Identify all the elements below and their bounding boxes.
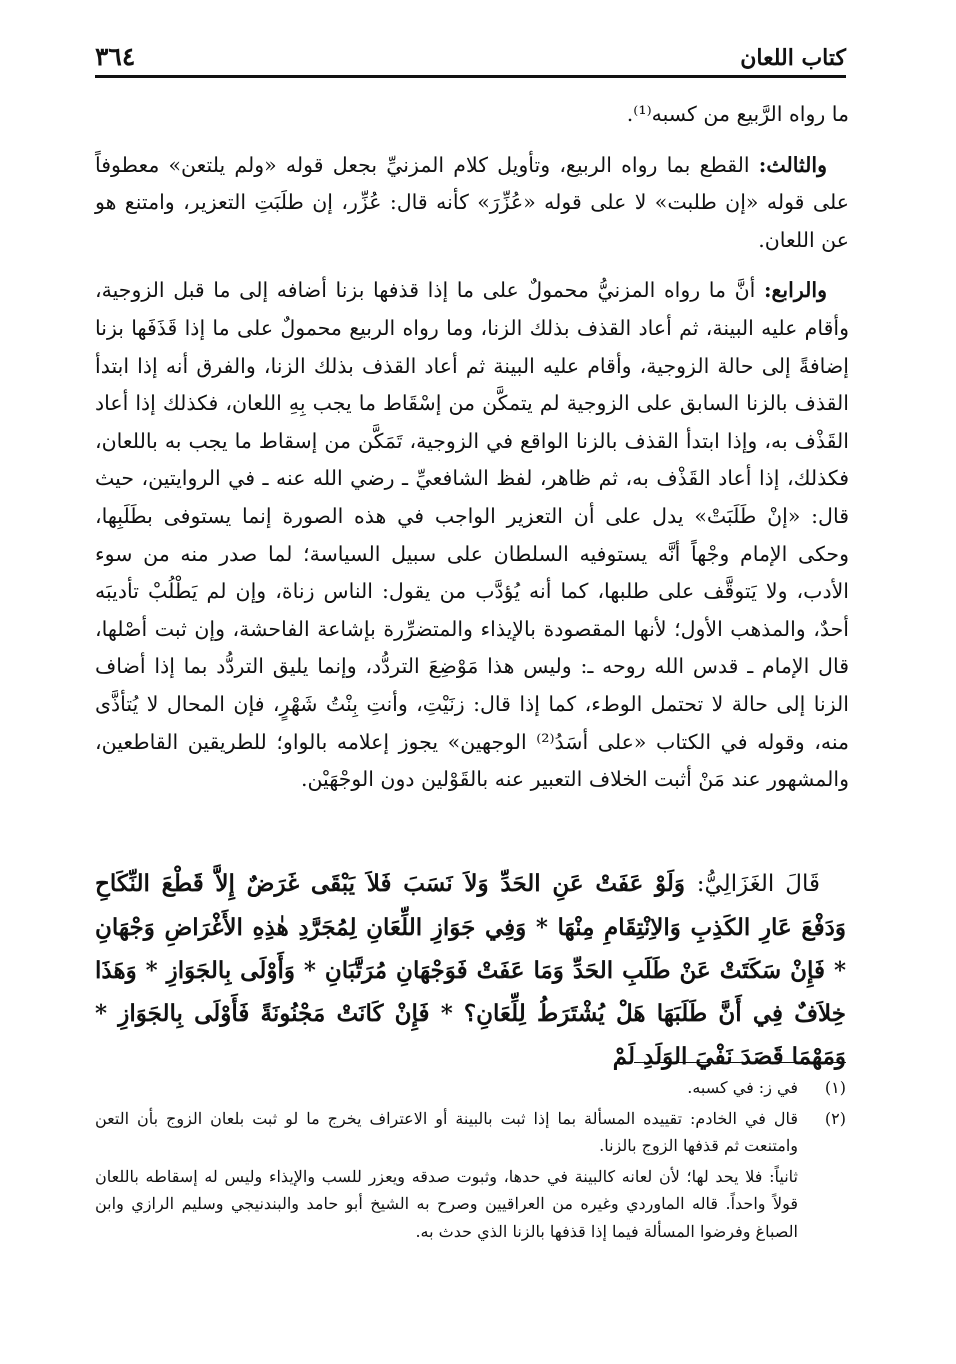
footnote-number: (١) [824, 1078, 846, 1097]
page-number: ٣٦٤ [95, 42, 136, 71]
running-title: كتاب اللعان [740, 45, 846, 71]
footnote-1 [95, 1074, 846, 1102]
footnote-text: في ز: في كسبه. [687, 1078, 798, 1097]
footnote-2-continuation: ثانياً: فلا يحد لها؛ لأن لعانه كالبينة في حدها، وثبوت صدقه ويعزر للسب والإيذاء وليس له إسقاطه باللعان قولاً واحداً. قاله الماوردي وغيره من العراقيين وصرح به الشيخ أبو حامد والبندنيجي وسليم الرازي وابن الصباغ وفرضوا المسألة فيما إذا قذفها بالزنا الذي حدث به. [95, 1166, 798, 1241]
quote-text: وَلَوْ عَفَتْ عَنِ الحَدِّ وَلاَ نَسَبَ فَلاَ يَبْقَى غَرَضٌ إِلاَّ قَطْعَ النِّكَاحِ وَدَفْعَ عَارِ الكَذِبِ وَالاِنْتِقَامِ مِنْهَا * وَفِي جَوَازِ اللِّعَانِ لِمُجَرَّدِ هٰذِهِ الأَغْرَاضِ وَجْهَانِ * فَإِنْ سَكَتَتْ عَنْ طَلَبِ الحَدِّ وَمَا عَفَتْ فَوَجْهَانِ مُرَتَّبَانِ * وَأَوْلَى بِالجَوَازِ * وَهَذَا خِلاَفٌ فِي أَنَّ طَلَبَهَا هَلْ يُشْتَرَطُ لِلِّعَانِ؟ * فَإِنْ كَانَتْ مَجْنُونَةً فَأَوْلَى بِالجَوَازِ * وَمَهْمَا قَصَدَ نَفْيَ الوَلَدِ لَمْ [95, 870, 846, 1070]
paragraph-continuation: ما رواه الرَّبيع من كسبه⁽¹⁾. [626, 102, 849, 126]
paragraph-fourth-view [95, 272, 849, 798]
quote-speaker: قَالَ الغَزَالِيُّ: [696, 871, 821, 897]
paragraph-lead-third: والثالث: [758, 152, 827, 177]
paragraph-third-view [95, 147, 849, 260]
paragraph-lead-fourth: والرابع: [763, 278, 827, 303]
page-header [95, 36, 846, 78]
paragraph-fourth-text: أنَّ ما رواه المزنيُّ محمولٌ على ما إذا قذفها بزنا أضافه إلى ما قبل الزوجية، وأقام عليه البينة، ثم أعاد القذف بذلك الزنا، وما رواه الربيع محمولٌ على ما إذا قَذَفَها بزنا إضافةً إلى حالة الزوجية، وأقام عليه البينة ثم أعاد القذف بذلك الزنا، والفرق أنه إذا ابتدأ القذف بالزنا السابق على الزوجية لم يتمكَّن من إسْقَاط ما يجب بِهِ اللعان، فكذلك إذا أعاد القَذْف به، وإذا ابتدأ القذف بالزنا الواقع في الزوجية، تَمَكَّن من إسقاط ما يجب به باللعان، فكذلك، إذا أعاد القَذْف به، ثم ظاهر، لفظ الشافعيِّ ـ رضي الله عنه ـ في الروايتين، حيث قال: «إنْ طَلَبَتْ» يدل على أن التعزير الواجب في هذه الصورة إنما يستوفى بطَلَبِها، وحكى الإمام وجْهاً أنَّه يستوفيه السلطان على سبيل السياسة؛ لما صدر منه من سوء الأدب، ولا يَتوقَّف على طلبها، كما أنه يُؤدَّب من يقول: الناس زناة، وإن لم يَطْلُبْ تأديبَه أحدٌ، والمذهب الأول؛ لأنها المقصودة بالإيذاء والمتضرِّرة بإشاعة الفاحشة، وإن ثبت أصْلها، قال الإمام ـ قدس الله روحه ـ: وليس هذا مَوْضِعَ التردُّد، وإنما يليق التردُّد بما إذا أضاف الزنا إلى حالة لا تحتمل الوطء، كما إذا قال: زنَيْتِ، وأنتِ بِنْتُ شَهْرٍ، فإن المحال لا يُتأذَّى منه، وقوله في الكتاب «على أسَدُ⁽²⁾ الوجهين» يجوز إعلامه بالواو؛ للطريقين القاطعين، والمشهور عند مَنْ أثبت الخلاف التعبير عنه بالقَوْلين دون الوجْهَيْن. [95, 278, 849, 792]
footnotes [95, 1074, 846, 1245]
main-text [95, 96, 849, 812]
ghazali-quote [95, 862, 846, 1078]
footnote-2 [95, 1105, 846, 1160]
paragraph-third-text: القطع بما رواه الربيع، وتأويل كلام المزنيِّ بجعل قوله «ولم يلتعن» معطوفاً على قوله «إن طلبت» لا على قوله «عُزِّرَ» كأنه قال: عُزِّر، إن طلَبَتِ التعزير، وامتنع هو عن اللعان. [95, 152, 849, 252]
footnote-divider [634, 1062, 846, 1063]
footnote-text: قال في الخادم: تقييده المسألة بما إذا ثبت بالبينة أو الاعتراف يخرج ما لو ثبت بلعان الزوج بأن التعن وامتنعت ثم قذفها الزوج بالزنا. [95, 1108, 799, 1155]
footnote-number: (٢) [824, 1108, 846, 1128]
